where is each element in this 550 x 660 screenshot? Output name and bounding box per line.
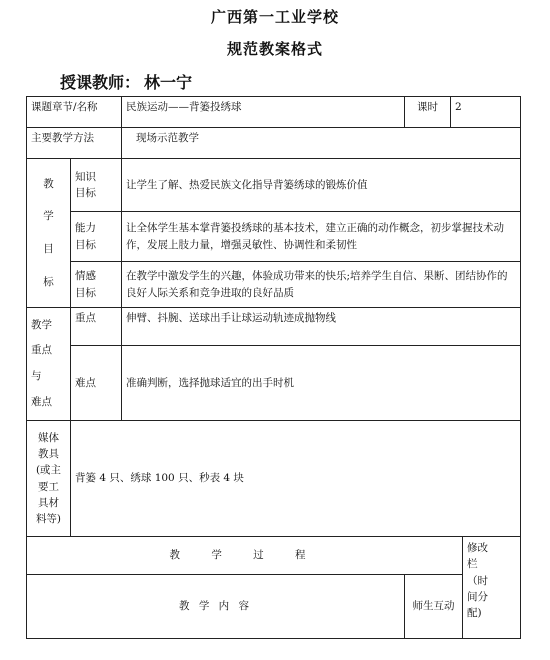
content-label: 教 学 内 容 [27, 575, 405, 639]
lesson-plan-table [26, 96, 521, 639]
revision-label: 修改 栏 （时 间分 配) [463, 537, 521, 639]
hours-value: 2 [451, 97, 521, 128]
difficulty-value: 准确判断，选择抛球适宜的出手时机 [122, 346, 521, 421]
knowledge-row [27, 159, 521, 212]
ability-value: 让全体学生基本掌背篓投绣球的基本技术，建立正确的动作概念，初步掌握技术动作，发展上肢力量，增强灵敏性、协调性和柔韧性 [122, 212, 521, 262]
method-row [27, 128, 521, 159]
emotion-value: 在教学中激发学生的兴趣，体验成功带来的快乐;培养学生自信、果断、团结协作的良好人际关系和竞争进取的良好品质 [122, 262, 521, 308]
document-title: 规范教案格式 [226, 40, 323, 58]
school-name: 广西第一工业学校 [210, 8, 339, 26]
focus-value: 伸臂、抖腕、送球出手让球运动轨迹成抛物线 [122, 308, 521, 346]
process-label: 教 学 过 程 [27, 537, 463, 575]
media-label: 媒体 教具 (或主 要工 具材 料等) [27, 421, 71, 537]
teacher-label: 授课教师： [60, 73, 141, 92]
process-row [27, 537, 521, 575]
chapter-label: 课题章节/名称 [27, 97, 122, 128]
focus-row [27, 308, 521, 346]
keypoints-label: 教学 重点 与 难点 [27, 308, 71, 421]
knowledge-label: 知识 目标 [71, 159, 122, 212]
emotion-row [27, 262, 521, 308]
knowledge-value: 让学生了解、热爱民族文化指导背篓绣球的锻炼价值 [122, 159, 521, 212]
hours-label: 课时 [405, 97, 451, 128]
objectives-label: 教 学 目 标 [27, 159, 71, 308]
teacher-line [60, 70, 192, 93]
content-header-row [27, 575, 521, 639]
interaction-label: 师生互动 [405, 575, 463, 639]
chapter-value: 民族运动——背篓投绣球 [122, 97, 405, 128]
focus-label: 重点 [71, 308, 122, 346]
difficulty-row [27, 346, 521, 421]
ability-row [27, 212, 521, 262]
method-value: 现场示范教学 [122, 128, 521, 159]
difficulty-label: 难点 [71, 346, 122, 421]
emotion-label: 情感 目标 [71, 262, 122, 308]
media-row [27, 421, 521, 537]
method-label: 主要教学方法 [27, 128, 122, 159]
teacher-name: 林一宁 [144, 73, 193, 92]
ability-label: 能力 目标 [71, 212, 122, 262]
media-value: 背篓 4 只、绣球 100 只、秒表 4 块 [71, 421, 521, 537]
chapter-row [27, 97, 521, 128]
